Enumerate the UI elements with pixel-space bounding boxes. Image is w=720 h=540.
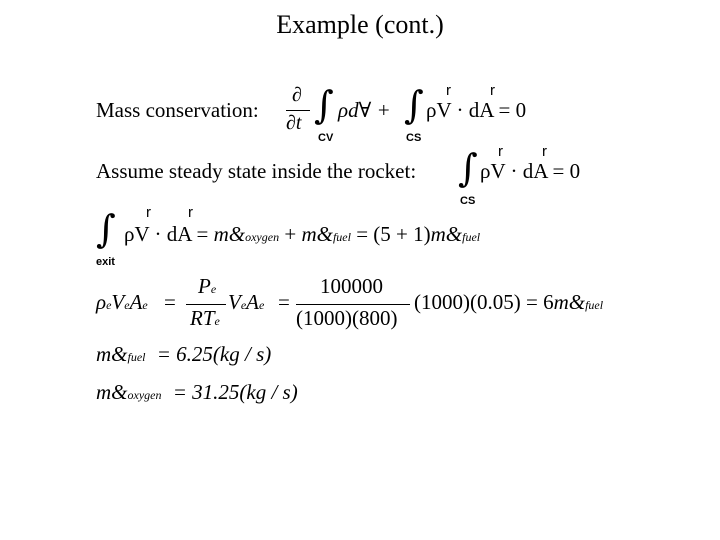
numeric-denominator: (1000)(800): [296, 306, 398, 330]
partial-fraction-bar: [286, 110, 310, 111]
cv-integral-limit: CV: [318, 132, 334, 144]
oxygen-mass-flow-symbol: m&: [213, 222, 246, 246]
velocity-symbol: V: [111, 290, 125, 314]
oxygen-mass-flow-symbol: m&: [96, 380, 128, 404]
area-symbol: A: [129, 290, 143, 314]
fuel-mass-flow-symbol-2: m&: [430, 222, 463, 246]
volume-term: ρd∀ +: [338, 98, 391, 122]
fuel-flow-value: = 6.25(kg / s): [156, 342, 272, 366]
va-product: [228, 290, 264, 315]
cs-integral-limit: CS: [406, 132, 422, 144]
exit-subscript: e: [240, 298, 247, 312]
exit-integral-limit: exit: [96, 256, 115, 268]
steady-integral-sign: ∫: [458, 146, 478, 190]
exit-flux-expression: [124, 222, 480, 247]
partial-denominator: ∂t: [286, 112, 302, 134]
area-vector-mark: r: [542, 143, 547, 160]
steady-state-term: ρV · dA = 0: [480, 159, 581, 183]
pressure-symbol: P: [198, 274, 211, 298]
partial-numerator: ∂: [292, 84, 302, 106]
numeric-fraction-bar: [296, 304, 410, 305]
pressure-numerator: [198, 274, 216, 299]
exit-subscript: e: [124, 298, 130, 312]
rt-symbol: RT: [190, 306, 215, 330]
fuel-subscript-2: fuel: [462, 230, 481, 244]
exit-mass-flow-result: [414, 290, 603, 315]
velocity-vector-mark: r: [146, 204, 151, 221]
gas-law-fraction-bar: [186, 304, 226, 305]
velocity-vector-mark: r: [498, 143, 503, 160]
plus-sign: +: [279, 222, 302, 246]
fuel-mass-flow-symbol: m&: [553, 290, 586, 314]
exit-integral-sign: ∫: [96, 207, 116, 251]
fuel-mass-flow-symbol: m&: [301, 222, 333, 246]
fuel-subscript: fuel: [332, 230, 351, 244]
exit-subscript: e: [106, 298, 112, 312]
area-vector-mark: r: [490, 82, 495, 99]
ratio-term: = (5 + 1): [350, 222, 431, 246]
rt-denominator: [190, 306, 220, 331]
area-vector-mark: r: [188, 204, 193, 221]
area-velocity-product: (1000)(0.05) = 6: [414, 290, 554, 314]
equals-sign: =: [164, 290, 176, 314]
steady-state-label: Assume steady state inside the rocket:: [96, 159, 417, 183]
rho-v-a-product: [96, 290, 148, 315]
oxygen-subscript: oxygen: [245, 230, 280, 244]
oxygen-flow-value: = 31.25(kg / s): [172, 380, 298, 404]
equals-sign-2: =: [278, 290, 290, 314]
velocity-vector-mark: r: [446, 82, 451, 99]
surface-term: ρV · dA = 0: [426, 98, 527, 122]
oxygen-subscript: oxygen: [127, 388, 162, 402]
fuel-mass-flow-symbol: m&: [96, 342, 128, 366]
velocity-symbol: V: [228, 290, 241, 314]
exit-subscript: e: [258, 298, 265, 312]
rho-symbol: ρ: [96, 290, 107, 314]
slide-title: Example (cont.): [276, 10, 444, 39]
exit-subscript: e: [210, 282, 217, 296]
exit-subscript: e: [214, 314, 220, 328]
exit-flux-lhs: ρV · dA =: [124, 222, 214, 246]
area-symbol: A: [246, 290, 259, 314]
cs-integral-sign: ∫: [404, 83, 424, 127]
cv-integral-sign: ∫: [314, 83, 334, 127]
exit-subscript: e: [142, 298, 148, 312]
fuel-subscript: fuel: [585, 298, 604, 312]
steady-integral-limit: CS: [460, 195, 476, 207]
mass-conservation-label: Mass conservation:: [96, 98, 259, 122]
numeric-numerator: 100000: [320, 274, 383, 298]
fuel-subscript: fuel: [127, 350, 146, 364]
